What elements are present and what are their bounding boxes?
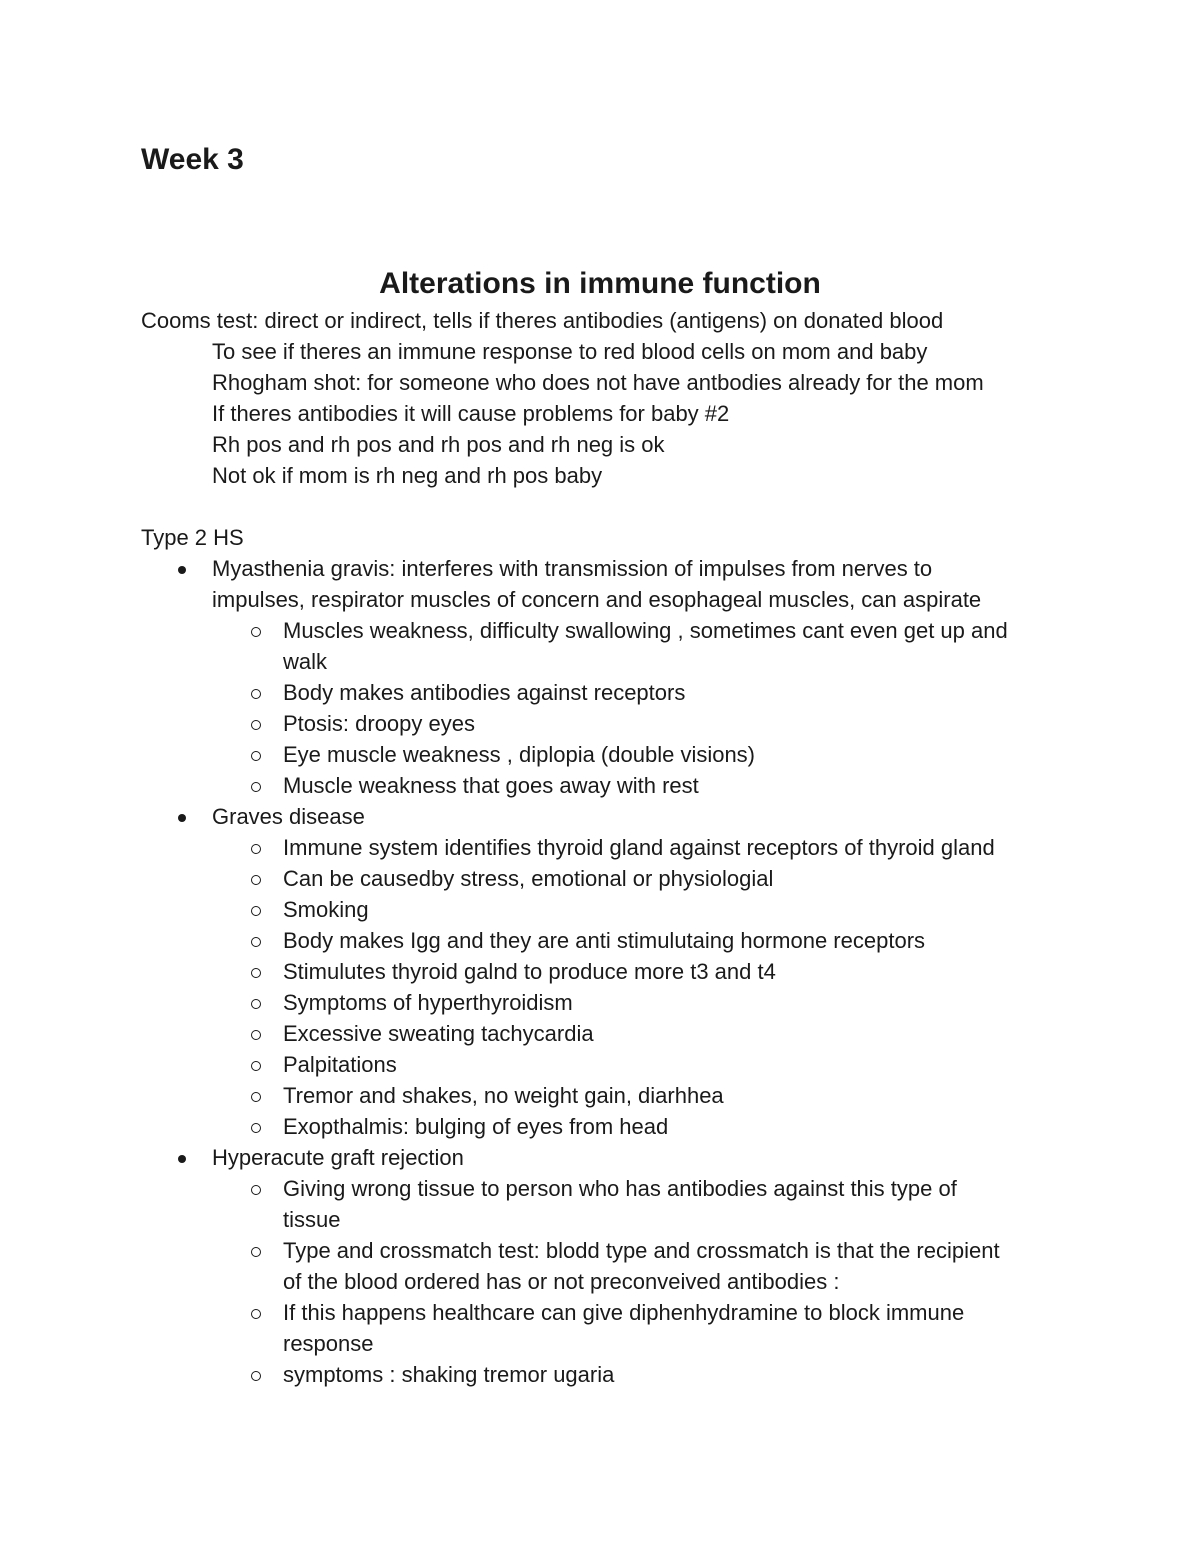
type2-list xyxy=(141,553,1081,1390)
hollow-bullet-icon xyxy=(251,1092,261,1102)
sub-list-item xyxy=(212,925,1081,956)
sub-list-item-label: Muscle weakness that goes away with rest xyxy=(283,773,699,798)
sub-list-item-label: Can be causedby stress, emotional or physiologial xyxy=(283,866,774,891)
sub-list-item xyxy=(212,708,1081,739)
filled-bullet-icon xyxy=(178,566,186,574)
sub-list xyxy=(212,615,1081,801)
sub-list-item xyxy=(212,832,1081,863)
hollow-bullet-icon xyxy=(251,999,261,1009)
hollow-bullet-icon xyxy=(251,937,261,947)
sub-list-item-label: Stimulutes thyroid galnd to produce more t3 and t4 xyxy=(283,959,776,984)
sub-list-item-label: If this happens healthcare can give diphenhydramine to block immune xyxy=(283,1300,965,1325)
sub-list-item xyxy=(212,770,1081,801)
section-heading: Type 2 HS xyxy=(141,525,244,550)
sub-list-item-label: Ptosis: droopy eyes xyxy=(283,711,475,736)
cooms-lead: Cooms test: direct or indirect, tells if theres antibodies (antigens) on donated blood xyxy=(141,308,944,333)
week-title: Week 3 xyxy=(141,143,244,176)
sub-list-item xyxy=(212,1080,1081,1111)
sub-list xyxy=(212,1173,1081,1390)
list-item-label: Graves disease xyxy=(212,804,365,829)
list-item-label: Myasthenia gravis: interferes with transmission of impulses from nerves to xyxy=(212,556,933,581)
hollow-bullet-icon xyxy=(251,627,261,637)
hollow-bullet-icon xyxy=(251,782,261,792)
sub-list-item xyxy=(212,1359,1081,1390)
sub-list-item-label: of the blood ordered has or not preconveived antibodies : xyxy=(283,1269,840,1294)
sub-list-item-label: walk xyxy=(283,649,328,674)
list-item-label: Hyperacute graft rejection xyxy=(212,1145,464,1170)
sub-list-item-label: Body makes antibodies against receptors xyxy=(283,680,686,705)
list-item xyxy=(141,801,1081,1142)
sub-list-item-label: Giving wrong tissue to person who has antibodies against this type of xyxy=(283,1176,957,1201)
paragraph-spacer xyxy=(141,491,1081,522)
sub-list-item xyxy=(212,677,1081,708)
cooms-line: Rh pos and rh pos and rh pos and rh neg is ok xyxy=(212,432,665,457)
sub-list-item xyxy=(212,615,1081,677)
cooms-line: To see if theres an immune response to red blood cells on mom and baby xyxy=(212,339,928,364)
hollow-bullet-icon xyxy=(251,1123,261,1133)
hollow-bullet-icon xyxy=(251,1371,261,1381)
sub-list xyxy=(212,832,1081,1142)
hollow-bullet-icon xyxy=(251,720,261,730)
cooms-line: Rhogham shot: for someone who does not have antbodies already for the mom xyxy=(212,370,984,395)
sub-list-item-label: Exopthalmis: bulging of eyes from head xyxy=(283,1114,669,1139)
filled-bullet-icon xyxy=(178,814,186,822)
sub-list-item-label: Palpitations xyxy=(283,1052,397,1077)
hollow-bullet-icon xyxy=(251,875,261,885)
hollow-bullet-icon xyxy=(251,1061,261,1071)
hollow-bullet-icon xyxy=(251,1185,261,1195)
document-body xyxy=(141,305,1081,1390)
sub-list-item-label: Eye muscle weakness , diplopia (double visions) xyxy=(283,742,756,767)
cooms-line: If theres antibodies it will cause problems for baby #2 xyxy=(212,401,730,426)
sub-list-item xyxy=(212,739,1081,770)
sub-list-item-label: tissue xyxy=(283,1207,341,1232)
hollow-bullet-icon xyxy=(251,751,261,761)
hollow-bullet-icon xyxy=(251,1247,261,1257)
sub-list-item xyxy=(212,863,1081,894)
sub-list-item xyxy=(212,1018,1081,1049)
sub-list-item-label: Muscles weakness, difficulty swallowing , sometimes cant even get up and xyxy=(283,618,1008,643)
sub-list-item xyxy=(212,1049,1081,1080)
list-item-label: impulses, respirator muscles of concern and esophageal muscles, can aspirate xyxy=(212,587,982,612)
hollow-bullet-icon xyxy=(251,968,261,978)
hollow-bullet-icon xyxy=(251,1309,261,1319)
hollow-bullet-icon xyxy=(251,689,261,699)
sub-list-item xyxy=(212,894,1081,925)
sub-list-item-label: symptoms : shaking tremor ugaria xyxy=(283,1362,615,1387)
hollow-bullet-icon xyxy=(251,844,261,854)
sub-list-item xyxy=(212,1235,1081,1297)
sub-list-item xyxy=(212,1297,1081,1359)
sub-list-item-label: Tremor and shakes, no weight gain, diarhhea xyxy=(283,1083,724,1108)
sub-list-item xyxy=(212,1173,1081,1235)
list-item xyxy=(141,1142,1081,1390)
list-item xyxy=(141,553,1081,801)
sub-list-item xyxy=(212,987,1081,1018)
sub-list-item xyxy=(212,1111,1081,1142)
sub-list-item-label: response xyxy=(283,1331,374,1356)
sub-list-item-label: Excessive sweating tachycardia xyxy=(283,1021,594,1046)
cooms-line: Not ok if mom is rh neg and rh pos baby xyxy=(212,463,603,488)
page-title: Alterations in immune function xyxy=(379,267,821,300)
sub-list-item-label: Body makes Igg and they are anti stimulutaing hormone receptors xyxy=(283,928,926,953)
sub-list-item-label: Smoking xyxy=(283,897,369,922)
sub-list-item xyxy=(212,956,1081,987)
hollow-bullet-icon xyxy=(251,1030,261,1040)
hollow-bullet-icon xyxy=(251,906,261,916)
sub-list-item-label: Type and crossmatch test: blodd type and crossmatch is that the recipient xyxy=(283,1238,1000,1263)
filled-bullet-icon xyxy=(178,1155,186,1163)
sub-list-item-label: Immune system identifies thyroid gland against receptors of thyroid gland xyxy=(283,835,995,860)
sub-list-item-label: Symptoms of hyperthyroidism xyxy=(283,990,573,1015)
